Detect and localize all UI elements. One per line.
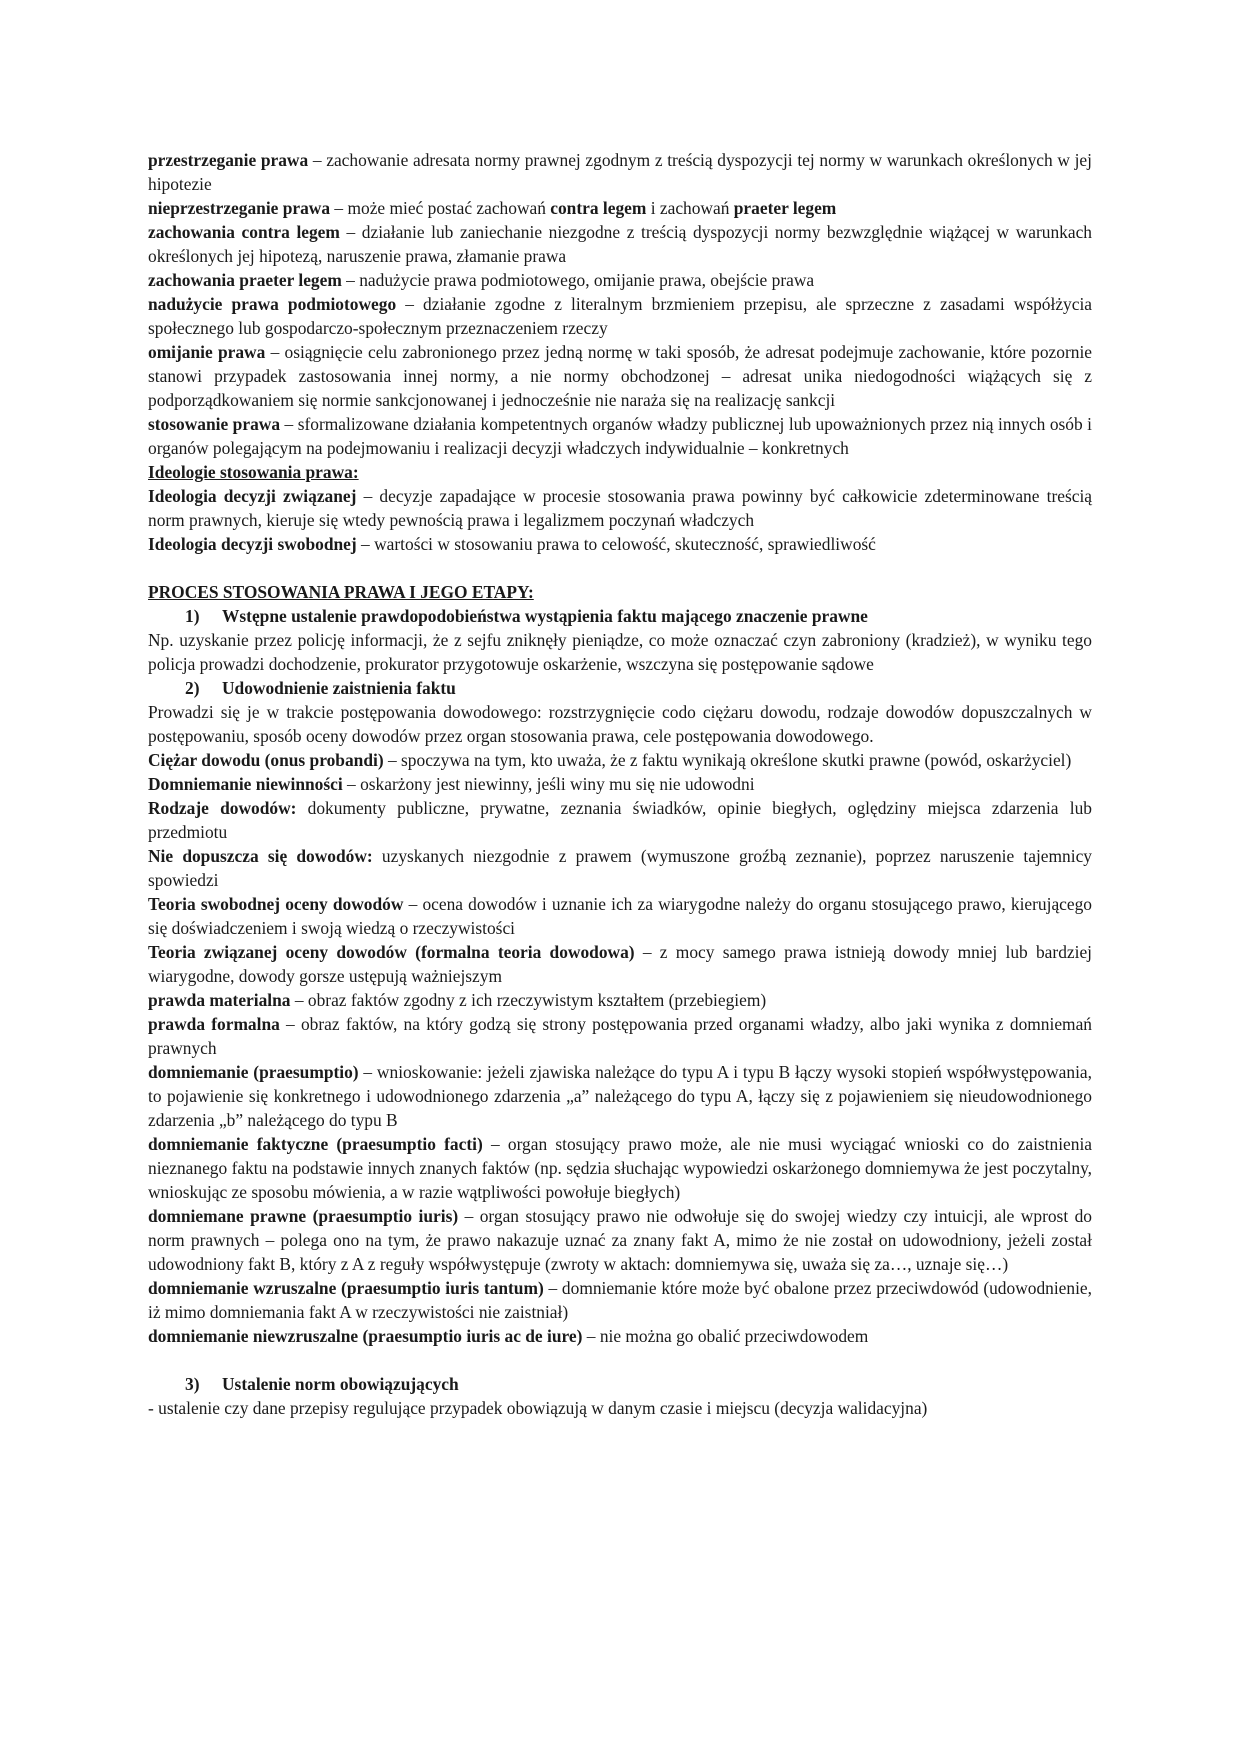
evidence-paragraph [148, 940, 1092, 988]
definition-term: zachowania praeter legem [148, 270, 342, 290]
evidence-paragraph [148, 892, 1092, 940]
definition-paragraph [148, 340, 1092, 412]
definition-term: nadużycie prawa podmiotowego [148, 294, 397, 314]
step-text: - ustalenie czy dane przepisy regulujące przypadek obowiązują w danym czasie i miejscu (decyzja walidacyjna) [148, 1398, 928, 1418]
evidence-text: – obraz faktów, na który godzą się strony postępowania przed organami władzy, albo jaki wynika z domniemań prawnych [148, 1014, 1092, 1058]
step-number: 1) [185, 606, 200, 626]
evidence-term: prawda materialna [148, 990, 291, 1010]
definition-paragraph [148, 196, 1092, 220]
evidence-term: domniemanie niewzruszalne (praesumptio iuris ac de iure) [148, 1326, 583, 1346]
evidence-text: – oskarżony jest niewinny, jeśli winy mu się nie udowodni [342, 774, 755, 794]
definition-paragraph [148, 148, 1092, 196]
step-heading [148, 1372, 1092, 1396]
definition-term: przestrzeganie prawa [148, 150, 309, 170]
evidence-text: – organ stosujący prawo nie odwołuje się do swojej wiedzy czy intuicji, ale wprost do norm prawnych – polega ono na tym, że prawo nakazuje uznać za znany fakt A, mimo że nie został on udowodniony, jeżeli został udowodniony fakt B, który z A z reguły współwystępuje (zwroty w aktach: domniemywa się, uważa się za…, uznaje się…) [148, 1206, 1092, 1274]
evidence-paragraph [148, 1276, 1092, 1324]
evidence-paragraph [148, 796, 1092, 844]
evidence-term: Nie dopuszcza się dowodów: [148, 846, 373, 866]
definition-term: omijanie prawa [148, 342, 266, 362]
evidence-term: Ciężar dowodu (onus probandi) [148, 750, 384, 770]
evidence-term: Teoria swobodnej oceny dowodów [148, 894, 404, 914]
evidence-term: prawda formalna [148, 1014, 280, 1034]
definition-text: – zachowanie adresata normy prawnej zgodnym z treścią dyspozycji tej normy w warunkach określonych w jej hipotezie [148, 150, 1092, 194]
evidence-text: – nie można go obalić przeciwdowodem [582, 1326, 869, 1346]
evidence-term: domniemanie faktyczne (praesumptio facti) [148, 1134, 483, 1154]
evidence-paragraph [148, 844, 1092, 892]
definition-paragraph [148, 268, 1092, 292]
definition-text: – sformalizowane działania kompetentnych organów władzy publicznej lub upoważnionych przez nią innych osób i organów polegającym na podejmowaniu i realizacji decyzji władczych indywidualnie – konkretnych [148, 414, 1092, 458]
evidence-paragraph [148, 1324, 1092, 1348]
evidence-paragraph [148, 988, 1092, 1012]
evidence-term: Teoria związanej oceny dowodów (formalna teoria dowodowa) [148, 942, 635, 962]
ideologies-heading: Ideologie stosowania prawa: [148, 462, 359, 482]
evidence-term: domniemanie wzruszalne (praesumptio iuris tantum) [148, 1278, 544, 1298]
evidence-term: domniemane prawne (praesumptio iuris) [148, 1206, 459, 1226]
evidence-text: – z mocy samego prawa istnieją dowody mniej lub bardziej wiarygodne, dowody gorsze ustępują ważniejszym [148, 942, 1092, 986]
evidence-term: Domniemanie niewinności [148, 774, 343, 794]
step-heading [148, 676, 1092, 700]
evidence-text: uzyskanych niezgodnie z prawem (wymuszone groźbą zeznanie), poprzez naruszenie tajemnicy spowiedzi [148, 846, 1092, 890]
evidence-paragraph [148, 1060, 1092, 1132]
evidence-term: Rodzaje dowodów: [148, 798, 297, 818]
ideology-paragraph [148, 532, 1092, 556]
evidence-text: – wnioskowanie: jeżeli zjawiska należące do typu A i typu B łączy wysoki stopień współwystępowania, to pojawienie się konkretnego i udowodnionego zdarzenia „a” należącego do typu A, łączy się z pojawieniem się nieudowodnionego zdarzenia „b” należącego do typu B [148, 1062, 1092, 1130]
evidence-text: – spoczywa na tym, kto uważa, że z faktu wynikają określone skutki prawne (powód, oskarżyciel) [383, 750, 1072, 770]
evidence-paragraph [148, 748, 1092, 772]
step-title: Wstępne ustalenie prawdopodobieństwa wystąpienia faktu mającego znaczenie prawne [222, 606, 868, 626]
step-text: Prowadzi się je w trakcie postępowania dowodowego: rozstrzygnięcie codo ciężaru dowodu, rodzaje dowodów dopuszczalnych w postępowaniu, sposób oceny dowodów przez organ stosowania prawa, cele postępowania dowodowego. [148, 702, 1092, 746]
definition-text: i zachowań [646, 198, 734, 218]
definition-text: – działanie lub zaniechanie niezgodne z treścią dyspozycji normy bezwzględnie wiążącej w warunkach określonych jej hipotezą, naruszenie prawa, złamanie prawa [148, 222, 1092, 266]
definition-text: – osiągnięcie celu zabronionego przez jedną normę w taki sposób, że adresat podejmuje zachowanie, które pozornie stanowi przypadek zastosowania innej normy, a nie normy obchodzonej – adresat unika niedogodności wiążących się z podporządkowaniem się normie sankcjonowanej i jednocześnie nie naraża się na realizację sankcji [148, 342, 1092, 410]
definition-text: – nadużycie prawa podmiotowego, omijanie prawa, obejście prawa [341, 270, 815, 290]
definition-term-inline: contra legem [550, 198, 647, 218]
evidence-text: – ocena dowodów i uznanie ich za wiarygodne należy do organu stosującego prawo, kierującego się doświadczeniem i swoją wiedzą o rzeczywistości [148, 894, 1092, 938]
definition-text: – może mieć postać zachowań [330, 198, 551, 218]
evidence-text: – organ stosujący prawo może, ale nie musi wyciągać wnioski co do zaistnienia nieznanego faktu na podstawie innych znanych faktów (np. sędzia słuchając wypowiedzi oskarżonego domniemywa że jest poczytalny, wnioskując ze sposobu mówienia, a w razie wątpliwości powołuje biegłych) [148, 1134, 1092, 1202]
ideology-term: Ideologia decyzji swobodnej [148, 534, 357, 554]
spacer [148, 1348, 1092, 1372]
definition-term-inline: praeter legem [733, 198, 837, 218]
evidence-text: dokumenty publiczne, prywatne, zeznania świadków, opinie biegłych, oględziny miejsca zdarzenia lub przedmiotu [148, 798, 1092, 842]
step-text: Np. uzyskanie przez policję informacji, że z sejfu zniknęły pieniądze, co może oznaczać czyn zabroniony (kradzież), w wyniku tego policja prowadzi dochodzenie, prokurator przygotowuje oskarżenie, wszczyna się postępowanie sądowe [148, 630, 1092, 674]
ideology-text: – decyzje zapadające w procesie stosowania prawa powinny być całkowicie zdeterminowane treścią norm prawnych, kieruje się wtedy pewnością prawa i legalizmem poczynań władczych [148, 486, 1092, 530]
step-heading [148, 604, 1092, 628]
step-title: Udowodnienie zaistnienia faktu [222, 678, 456, 698]
evidence-term: domniemanie (praesumptio) [148, 1062, 359, 1082]
definition-term: stosowanie prawa [148, 414, 281, 434]
evidence-paragraph [148, 1204, 1092, 1276]
definition-text: – działanie zgodne z literalnym brzmieniem przepisu, ale sprzeczne z zasadami współżycia społecznego lub gospodarczo-społecznym przeznaczeniem rzeczy [148, 294, 1093, 338]
step-number: 3) [185, 1374, 200, 1394]
step-number: 2) [185, 678, 200, 698]
process-heading: PROCES STOSOWANIA PRAWA I JEGO ETAPY: [148, 582, 534, 602]
step-title: Ustalenie norm obowiązujących [222, 1374, 459, 1394]
evidence-text: – domniemanie które może być obalone przez przeciwdowód (udowodnienie, iż mimo domniemania fakt A w rzeczywistości nie zaistniał) [148, 1278, 1092, 1322]
ideology-term: Ideologia decyzji związanej [148, 486, 357, 506]
spacer [148, 556, 1092, 580]
evidence-text: – obraz faktów zgodny z ich rzeczywistym kształtem (przebiegiem) [290, 990, 767, 1010]
definition-term: zachowania contra legem [148, 222, 340, 242]
definition-paragraph [148, 412, 1092, 460]
evidence-paragraph [148, 772, 1092, 796]
definition-term: nieprzestrzeganie prawa [148, 198, 331, 218]
ideology-paragraph [148, 484, 1092, 532]
document-page [148, 148, 1092, 1420]
evidence-paragraph [148, 1132, 1092, 1204]
definition-paragraph [148, 292, 1092, 340]
evidence-paragraph [148, 1012, 1092, 1060]
definition-paragraph [148, 220, 1092, 268]
ideology-text: – wartości w stosowaniu prawa to celowość, skuteczność, sprawiedliwość [356, 534, 876, 554]
